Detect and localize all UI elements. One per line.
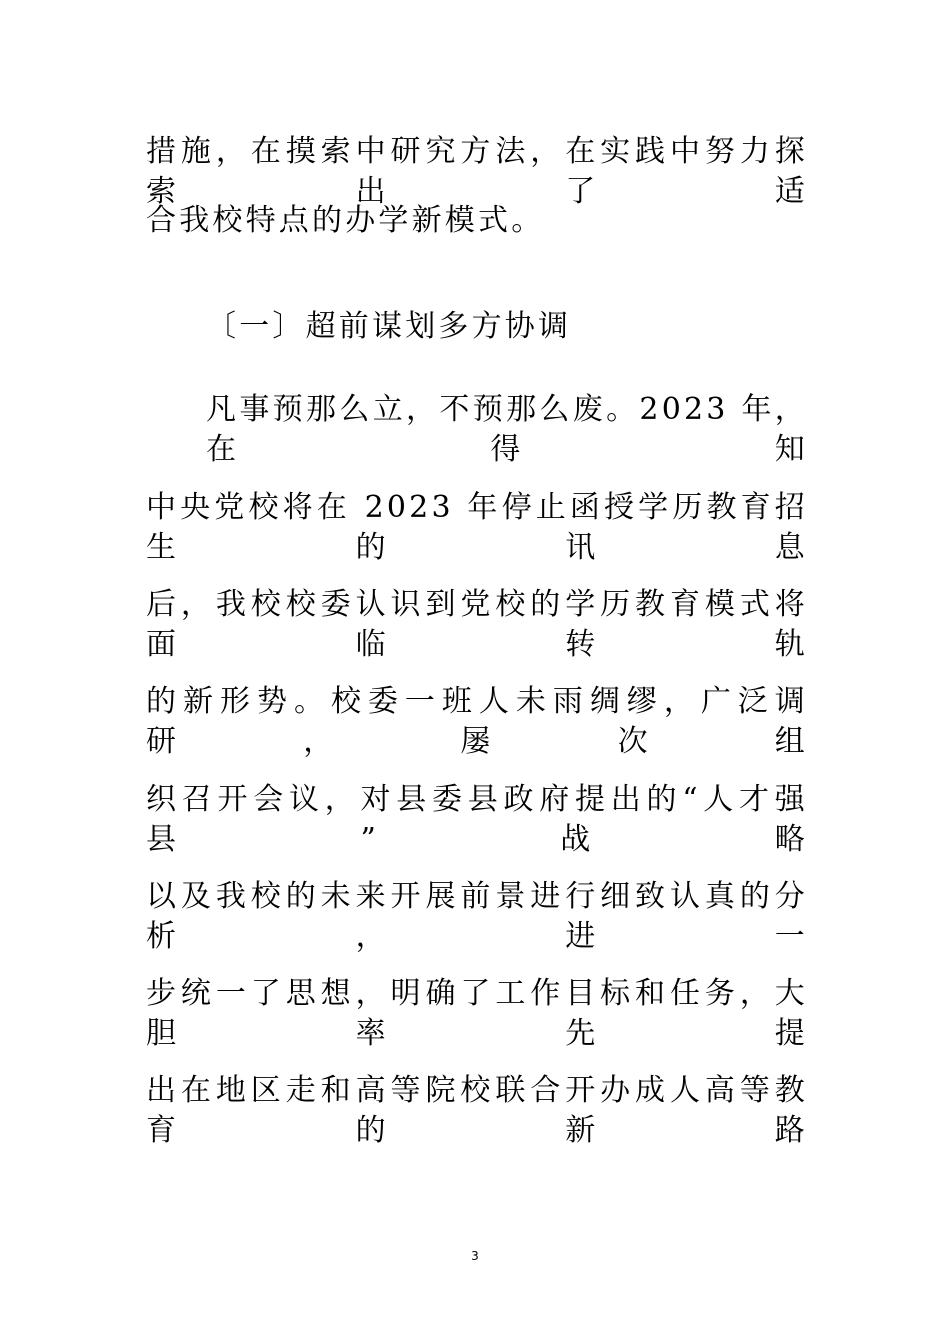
paragraph-line: 措施，在摸索中研究方法，在实践中努力探索出了适 xyxy=(146,134,808,209)
paragraph-line: 步统一了思想，明确了工作目标和任务，大胆率先提 xyxy=(146,976,808,1051)
page-number: 3 xyxy=(471,1249,479,1263)
paragraph-line: 出在地区走和高等院校联合开办成人高等教育的新路 xyxy=(146,1073,808,1148)
paragraph-line: 凡事预那么立，不预那么废。2023 年，在得知 xyxy=(206,392,808,467)
paragraph-line: 以及我校的未来开展前景进行细致认真的分析，进一 xyxy=(146,879,808,954)
paragraph-line: 后，我校校委认识到党校的学历教育模式将面临转轨 xyxy=(146,587,808,662)
section-heading: 〔一〕超前谋划多方协调 xyxy=(206,309,572,344)
paragraph-line: 织召开会议，对县委县政府提出的“人才强县”战略 xyxy=(146,782,808,857)
paragraph-line: 中央党校将在 2023 年停止函授学历教育招生的讯息 xyxy=(146,490,808,565)
paragraph-line: 的新形势。校委一班人未雨绸缪，广泛调研，屡次组 xyxy=(146,684,808,759)
paragraph-line: 合我校特点的办学新模式。 xyxy=(146,203,545,238)
